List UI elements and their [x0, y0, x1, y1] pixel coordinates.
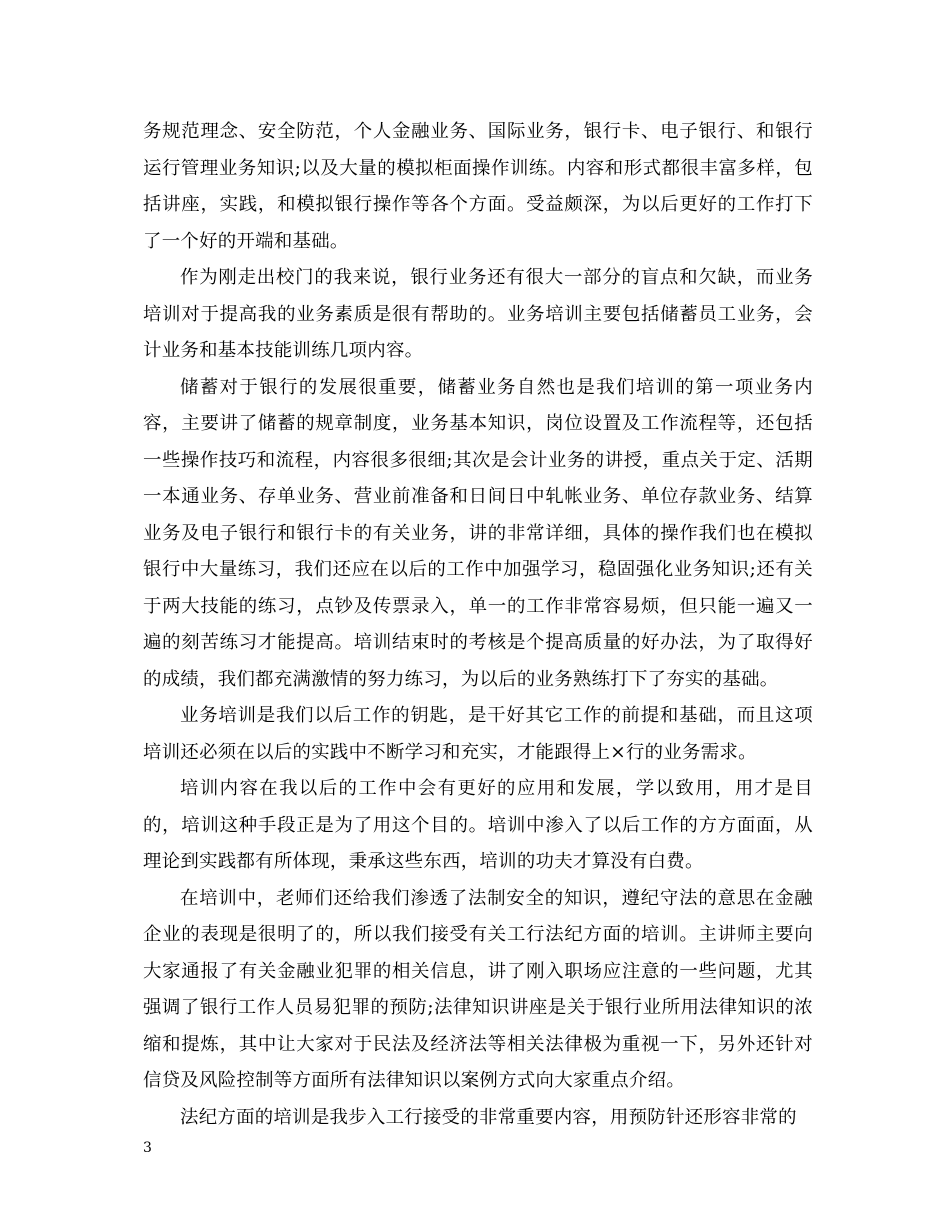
body-text — [143, 114, 813, 1136]
paragraph-6: 在培训中，老师们还给我们渗透了法制安全的知识，遵纪守法的意思在金融企业的表现是很明了的，所以我们接受有关工行法纪方面的培训。主讲师主要向大家通报了有关金融业犯罪的相关信息，讲了刚入职场应注意的一些问题，尤其强调了银行工作人员易犯罪的预防;法律知识讲座是关于银行业所用法律知识的浓缩和提炼，其中让大家对于民法及经济法等相关法律极为重视一下，另外还针对信贷及风险控制等方面所有法律知识以案例方式向大家重点介绍。 — [143, 887, 813, 1091]
paragraph-3: 储蓄对于银行的发展很重要，储蓄业务自然也是我们培训的第一项业务内容，主要讲了储蓄的规章制度，业务基本知识，岗位设置及工作流程等，还包括一些操作技巧和流程，内容很多很细;其次是会计业务的讲授，重点关于定、活期一本通业务、存单业务、营业前准备和日间日中轧帐业务、单位存款业务、结算业务及电子银行和银行卡的有关业务，讲的非常详细，具体的操作我们也在模拟银行中大量练习，我们还应在以后的工作中加强学习，稳固强化业务知识;还有关于两大技能的练习，点钞及传票录入，单一的工作非常容易烦，但只能一遍又一遍的刻苦练习才能提高。培训结束时的考核是个提高质量的好办法，为了取得好的成绩，我们都充满激情的努力练习，为以后的业务熟练打下了夯实的基础。 — [143, 376, 813, 690]
paragraph-5: 培训内容在我以后的工作中会有更好的应用和发展，学以致用，用才是目的，培训这种手段正是为了用这个目的。培训中渗入了以后工作的方方面面，从理论到实践都有所体现，秉承这些东西，培训的功夫才算没有白费。 — [143, 778, 813, 872]
page-number: 3 — [143, 1140, 152, 1156]
paragraph-1: 务规范理念、安全防范，个人金融业务、国际业务，银行卡、电子银行、和银行运行管理业务知识;以及大量的模拟柜面操作训练。内容和形式都很丰富多样，包括讲座，实践，和模拟银行操作等各个方面。受益颇深，为以后更好的工作打下了一个好的开端和基础。 — [143, 121, 813, 252]
paragraph-2: 作为刚走出校门的我来说，银行业务还有很大一部分的盲点和欠缺，而业务培训对于提高我的业务素质是很有帮助的。业务培训主要包括储蓄员工业务，会计业务和基本技能训练几项内容。 — [143, 267, 813, 361]
paragraph-7: 法纪方面的培训是我步入工行接受的非常重要内容，用预防针还形容非常的 — [180, 1106, 797, 1128]
paragraph-4: 业务培训是我们以后工作的钥匙，是干好其它工作的前提和基础，而且这项培训还必须在以后的实践中不断学习和充实，才能跟得上×行的业务需求。 — [143, 705, 813, 763]
